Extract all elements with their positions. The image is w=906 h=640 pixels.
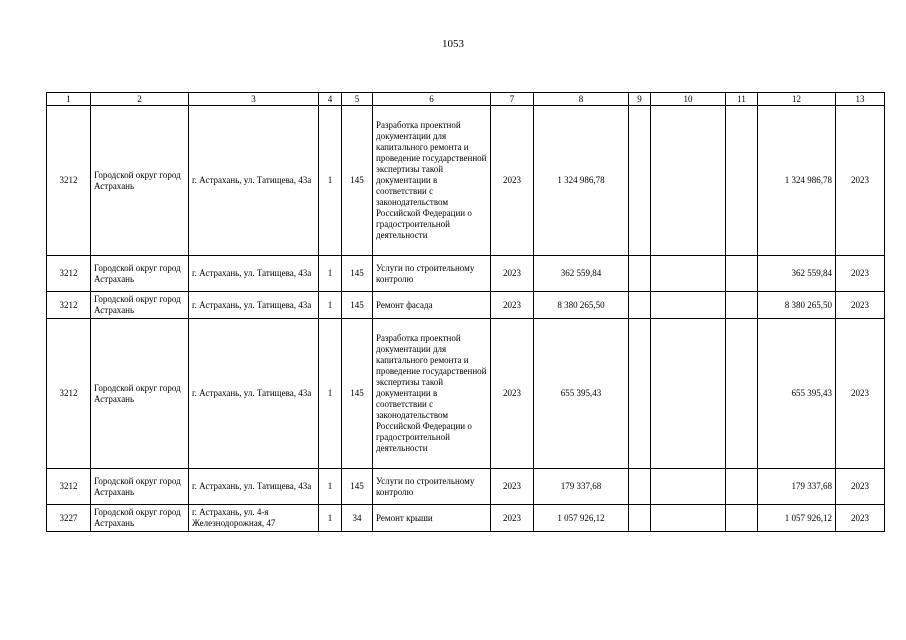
cell-cost: 655 395,43 <box>534 319 629 469</box>
cell-total: 362 559,84 <box>758 256 836 292</box>
cell-col-4: 1 <box>319 106 342 256</box>
cell-work-type: Разработка проектной документации для капитального ремонта и проведение государственной экспертизы такой документации в соответствии с законодательством Российской Федерации о градостроительной деятельности <box>373 319 491 469</box>
column-number-row <box>47 93 885 106</box>
cell-work-type: Ремонт фасада <box>373 292 491 319</box>
cell-completion-year: 2023 <box>836 256 885 292</box>
cell-municipality: Городской округ город Астрахань <box>91 256 189 292</box>
cell-municipality: Городской округ город Астрахань <box>91 505 189 532</box>
cell-address: г. Астрахань, ул. Татищева, 43а <box>189 319 319 469</box>
page-number: 1053 <box>442 38 464 50</box>
cell-col-5: 145 <box>342 256 373 292</box>
cell-object-id: 3212 <box>47 106 91 256</box>
cell-object-id: 3212 <box>47 292 91 319</box>
cell-object-id: 3227 <box>47 505 91 532</box>
cell-completion-year: 2023 <box>836 469 885 505</box>
cell-address: г. Астрахань, ул. Татищева, 43а <box>189 469 319 505</box>
cell-address: г. Астрахань, ул. Татищева, 43а <box>189 256 319 292</box>
cell-cost: 362 559,84 <box>534 256 629 292</box>
cell-year: 2023 <box>491 292 534 319</box>
cell-col-9 <box>629 505 651 532</box>
cell-cost: 179 337,68 <box>534 469 629 505</box>
cell-municipality: Городской округ город Астрахань <box>91 106 189 256</box>
cell-total: 655 395,43 <box>758 319 836 469</box>
cell-total: 8 380 265,50 <box>758 292 836 319</box>
column-header-7: 7 <box>491 93 534 106</box>
table-row <box>47 505 885 532</box>
cell-col-4: 1 <box>319 505 342 532</box>
column-header-8: 8 <box>534 93 629 106</box>
cell-col-11 <box>726 469 758 505</box>
cell-completion-year: 2023 <box>836 292 885 319</box>
cell-col-11 <box>726 106 758 256</box>
cell-col-9 <box>629 292 651 319</box>
cell-cost: 1 324 986,78 <box>534 106 629 256</box>
cell-work-type: Услуги по строительному контролю <box>373 256 491 292</box>
column-header-2: 2 <box>91 93 189 106</box>
cell-col-4: 1 <box>319 319 342 469</box>
cell-address: г. Астрахань, ул. 4-я Железнодорожная, 47 <box>189 505 319 532</box>
column-header-9: 9 <box>629 93 651 106</box>
cell-address: г. Астрахань, ул. Татищева, 43а <box>189 106 319 256</box>
cell-work-type: Ремонт крыши <box>373 505 491 532</box>
cell-col-11 <box>726 505 758 532</box>
cell-work-type: Услуги по строительному контролю <box>373 469 491 505</box>
cell-cost: 8 380 265,50 <box>534 292 629 319</box>
cell-address: г. Астрахань, ул. Татищева, 43а <box>189 292 319 319</box>
table-row <box>47 256 885 292</box>
cell-col-5: 145 <box>342 106 373 256</box>
table-row <box>47 292 885 319</box>
cell-year: 2023 <box>491 106 534 256</box>
cell-col-4: 1 <box>319 256 342 292</box>
column-header-11: 11 <box>726 93 758 106</box>
cell-total: 1 057 926,12 <box>758 505 836 532</box>
cell-work-type: Разработка проектной документации для капитального ремонта и проведение государственной экспертизы такой документации в соответствии с законодательством Российской Федерации о градостроительной деятельности <box>373 106 491 256</box>
cell-total: 179 337,68 <box>758 469 836 505</box>
cell-col-9 <box>629 106 651 256</box>
cell-cost: 1 057 926,12 <box>534 505 629 532</box>
cell-col-5: 145 <box>342 292 373 319</box>
cell-col-10 <box>651 106 726 256</box>
cell-col-4: 1 <box>319 469 342 505</box>
cell-col-10 <box>651 256 726 292</box>
cell-col-11 <box>726 319 758 469</box>
cell-col-11 <box>726 292 758 319</box>
cell-year: 2023 <box>491 469 534 505</box>
cell-completion-year: 2023 <box>836 106 885 256</box>
capital-repair-table <box>46 92 885 532</box>
cell-completion-year: 2023 <box>836 319 885 469</box>
cell-object-id: 3212 <box>47 469 91 505</box>
cell-object-id: 3212 <box>47 256 91 292</box>
table-row <box>47 319 885 469</box>
table-row <box>47 469 885 505</box>
cell-col-5: 145 <box>342 469 373 505</box>
cell-col-5: 34 <box>342 505 373 532</box>
cell-municipality: Городской округ город Астрахань <box>91 319 189 469</box>
column-header-3: 3 <box>189 93 319 106</box>
cell-object-id: 3212 <box>47 319 91 469</box>
table-row <box>47 106 885 256</box>
cell-col-9 <box>629 319 651 469</box>
cell-col-9 <box>629 256 651 292</box>
cell-year: 2023 <box>491 256 534 292</box>
column-header-1: 1 <box>47 93 91 106</box>
cell-col-9 <box>629 469 651 505</box>
column-header-4: 4 <box>319 93 342 106</box>
cell-col-5: 145 <box>342 319 373 469</box>
cell-col-11 <box>726 256 758 292</box>
cell-completion-year: 2023 <box>836 505 885 532</box>
column-header-13: 13 <box>836 93 885 106</box>
cell-municipality: Городской округ город Астрахань <box>91 292 189 319</box>
column-header-6: 6 <box>373 93 491 106</box>
cell-col-10 <box>651 319 726 469</box>
cell-col-4: 1 <box>319 292 342 319</box>
column-header-10: 10 <box>651 93 726 106</box>
column-header-5: 5 <box>342 93 373 106</box>
cell-municipality: Городской округ город Астрахань <box>91 469 189 505</box>
cell-total: 1 324 986,78 <box>758 106 836 256</box>
cell-col-10 <box>651 292 726 319</box>
cell-col-10 <box>651 505 726 532</box>
cell-col-10 <box>651 469 726 505</box>
cell-year: 2023 <box>491 319 534 469</box>
column-header-12: 12 <box>758 93 836 106</box>
cell-year: 2023 <box>491 505 534 532</box>
